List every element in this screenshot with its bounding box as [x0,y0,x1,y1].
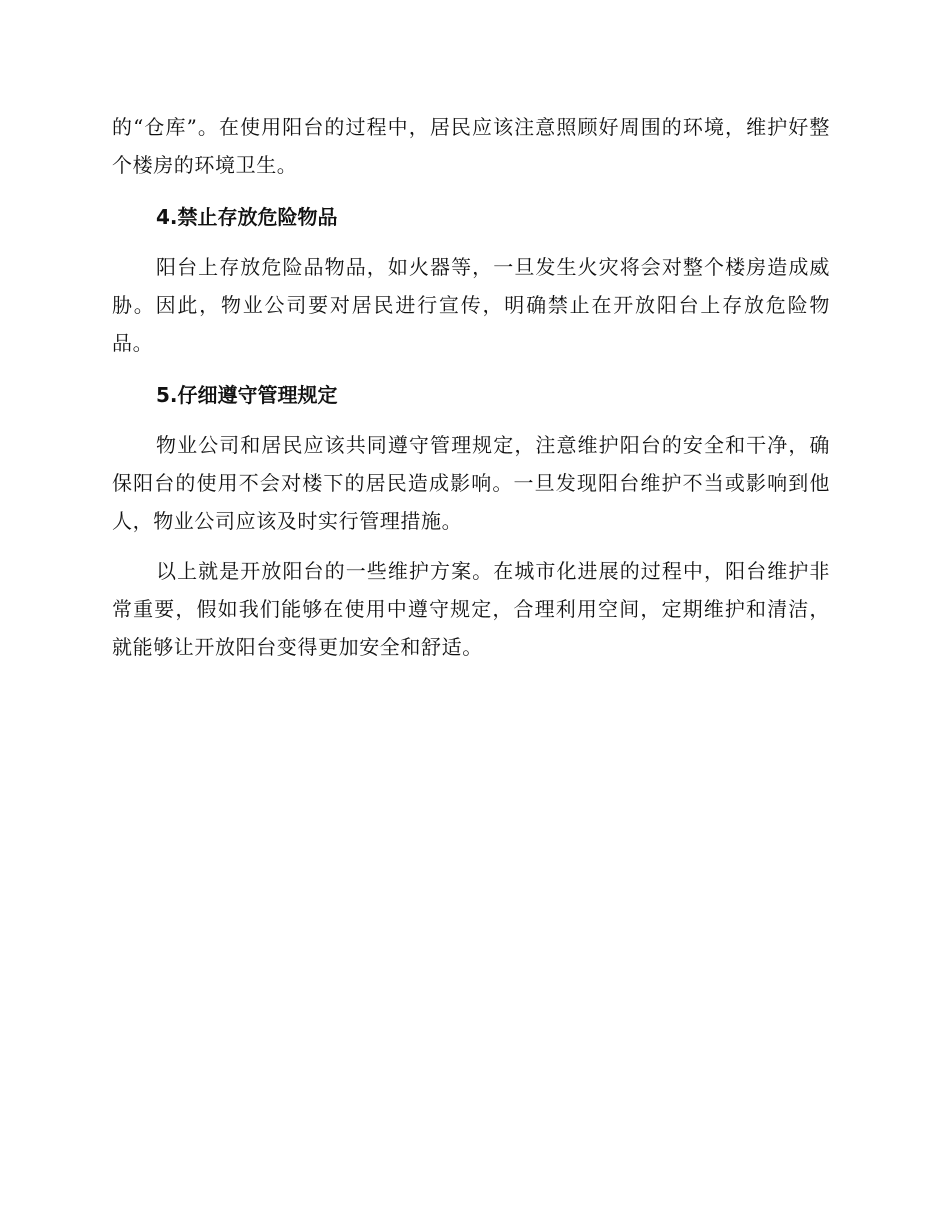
paragraph-management-rules: 物业公司和居民应该共同遵守管理规定，注意维护阳台的安全和干净，确保阳台的使用不会对楼下的居民造成影响。一旦发现阳台维护不当或影响到他人，物业公司应该及时实行管理措施。 [112,433,830,533]
section-heading-5: 5.仔细遵守管理规定 [156,383,338,407]
section-heading-4: 4.禁止存放危险物品 [156,205,338,229]
paragraph-conclusion: 以上就是开放阳台的一些维护方案。在城市化进展的过程中，阳台维护非常重要，假如我们能够在使用中遵守规定，合理利用空间，定期维护和清洁，就能够让开放阳台变得更加安全和舒适。 [112,559,830,659]
document-page [112,108,830,666]
paragraph-intro-continuation: 的“仓库”。在使用阳台的过程中，居民应该注意照顾好周围的环境，维护好整个楼房的环境卫生。 [112,115,830,177]
paragraph-dangerous-items: 阳台上存放危险品物品，如火器等，一旦发生火灾将会对整个楼房造成威胁。因此，物业公司要对居民进行宣传，明确禁止在开放阳台上存放危险物品。 [112,255,830,355]
